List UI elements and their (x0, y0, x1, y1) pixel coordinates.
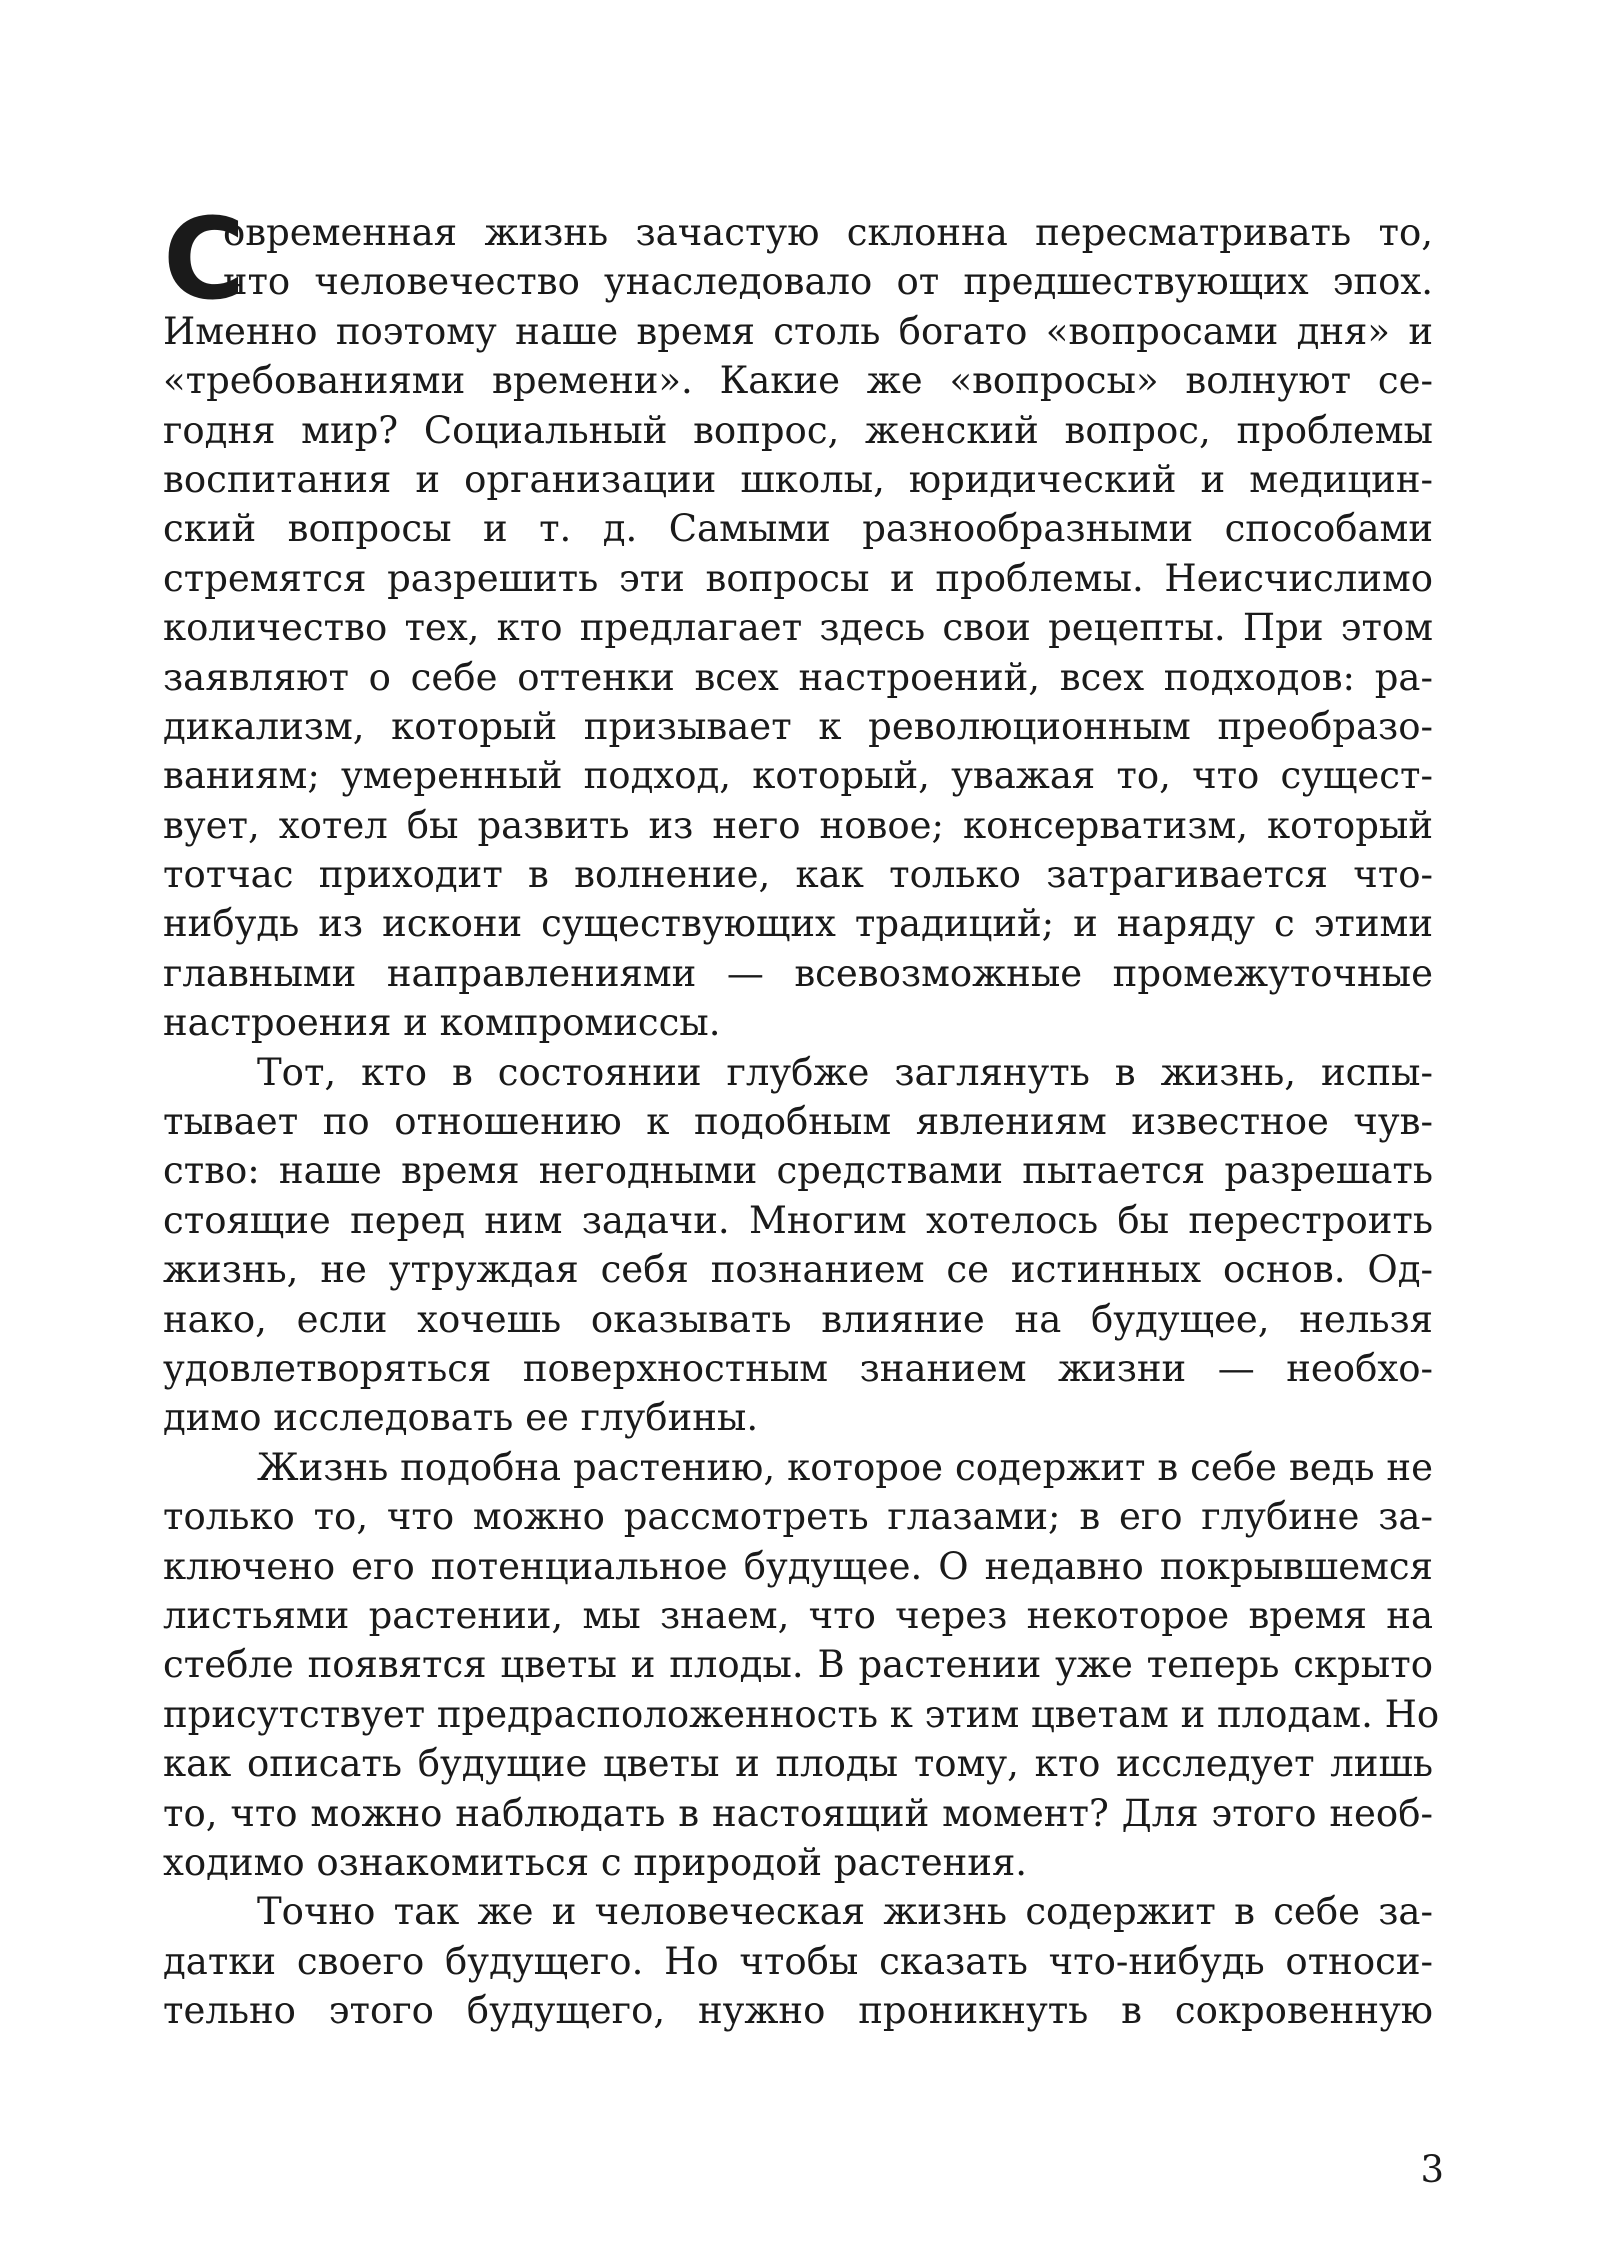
text-line: нако, если хочешь оказывать влияние на будущее, нельзя (163, 1297, 1433, 1341)
text-line: стоящие перед ним задачи. Многим хотелось бы перестроить (163, 1198, 1433, 1242)
text-line: количество тех, кто предлагает здесь свои рецепты. При этом (163, 606, 1433, 650)
text-line: тельно этого будущего, нужно проникнуть в сокровенную (163, 1989, 1433, 2033)
text-line: воспитания и организации школы, юридический и медицин- (163, 457, 1433, 501)
text-line: главными направлениями — всевозможные промежуточные (163, 951, 1433, 995)
text-line: нибудь из искони существующих традиций; и наряду с этими (163, 902, 1433, 946)
text-line: ство: наше время негодными средствами пытается разрешать (163, 1149, 1433, 1193)
text-line: жизнь, не утруждая себя познанием се истинных основ. Од- (163, 1248, 1433, 1292)
text-line: настроения и компромиссы. (163, 1001, 721, 1045)
text-line: удовлетворяться поверхностным знанием жизни — необхо- (163, 1346, 1433, 1390)
text-line: Именно поэтому наше время столь богато «вопросами дня» и (163, 309, 1433, 353)
text-line: ходимо ознакомиться с природой растения. (163, 1840, 1028, 1884)
text-line: что человечество унаследовало от предшествующих эпох. (223, 260, 1433, 304)
text-line: только то, что можно рассмотреть глазами; в его глубине за- (163, 1495, 1433, 1539)
text-line: дикализм, который призывает к революционным преобразо- (163, 704, 1433, 748)
drop-cap: С (163, 195, 246, 325)
text-line: заявляют о себе оттенки всех настроений, всех подходов: ра- (163, 655, 1433, 699)
text-line: то, что можно наблюдать в настоящий момент? Для этого необ- (163, 1791, 1433, 1835)
text-line: овременная жизнь зачастую склонна пересматривать то, (223, 211, 1433, 254)
text-line: листьями растении, мы знаем, что через некоторое время на (163, 1593, 1433, 1637)
page-number: 3 (1420, 2148, 1444, 2191)
text-line: как описать будущие цветы и плоды тому, кто исследует лишь (163, 1742, 1433, 1786)
text-line: присутствует предрасположенность к этим цветам и плодам. Но (163, 1692, 1440, 1736)
text-line: тотчас приходит в волнение, как только затрагивается что- (163, 853, 1433, 897)
text-line: тывает по отношению к подобным явлениям известное чув- (163, 1100, 1433, 1144)
text-line: вует, хотел бы развить из него новое; консерватизм, который (163, 803, 1433, 847)
text-line: стремятся разрешить эти вопросы и проблемы. Неисчислимо (163, 556, 1433, 600)
text-line: «требованиями времени». Какие же «вопросы» волнуют се- (163, 359, 1433, 403)
text-line: ключено его потенциальное будущее. О недавно покрывшемся (163, 1544, 1433, 1588)
text-line: ваниям; умеренный подход, который, уважая то, что сущест- (163, 754, 1433, 798)
text-line: годня мир? Социальный вопрос, женский вопрос, проблемы (163, 408, 1433, 452)
text-line: Тот, кто в состоянии глубже заглянуть в жизнь, испы- (257, 1050, 1433, 1094)
text-line: Жизнь подобна растению, которое содержит в себе ведь не (257, 1445, 1433, 1489)
body-text (163, 195, 1440, 2035)
text-line: ский вопросы и т. д. Самыми разнообразными способами (163, 507, 1433, 551)
text-line: димо исследовать ее глубины. (163, 1396, 759, 1440)
text-line: датки своего будущего. Но чтобы сказать что-нибудь относи- (163, 1939, 1433, 1983)
text-line: стебле появятся цветы и плоды. В растении уже теперь скрыто (163, 1643, 1433, 1687)
text-line: Точно так же и человеческая жизнь содержит в себе за- (257, 1890, 1433, 1934)
